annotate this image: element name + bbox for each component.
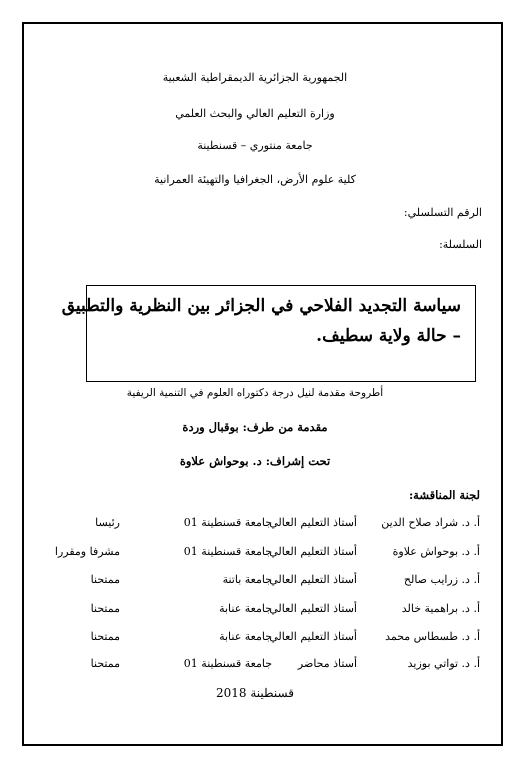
member-name: أ. د. براهمية خالد [401,602,480,615]
presented-by: مقدمة من طرف: بوقبال وردة [182,420,328,434]
member-name: أ. د. بوحواش علاوة [392,545,480,558]
member-name: أ. د. زرايب صالح [403,573,480,586]
member-name: أ. د. طسطاس محمد [385,630,480,643]
member-role: ممتحنا [90,573,120,586]
series-label: السلسلة: [439,238,482,251]
committee-title: لجنة المناقشة: [408,488,480,502]
ministry-heading: وزارة التعليم العالي والبحث العلمي [175,107,335,120]
member-role: ممتحنا [90,630,120,643]
committee-row [0,573,510,593]
member-rank: أستاذ التعليم العالي [269,573,357,586]
committee-row [0,545,510,565]
member-name: أ. د. شراد صلاح الدين [381,516,480,529]
member-rank: أستاذ محاضر [297,657,357,670]
thesis-title-box [61,285,476,382]
member-rank: أستاذ التعليم العالي [269,516,357,529]
member-university: جامعة عنابة [219,602,272,615]
member-university: جامعة باتنة [222,573,272,586]
faculty-heading: كلية علوم الأرض، الجغرافيا والتهيئة العمرانية [154,173,356,186]
committee-row [0,602,510,622]
committee-row [0,630,510,650]
member-name: أ. د. تواتي بوزيد [407,657,480,670]
member-role: مشرفا ومقررا [54,545,120,558]
member-university: جامعة قسنطينة 01 [183,516,272,529]
member-university: جامعة عنابة [219,630,272,643]
member-role: ممتحنا [90,602,120,615]
place-and-year: قسنطينة 2018 [216,686,294,700]
thesis-title-line-1: سياسة التجديد الفلاحي في الجزائر بين النظرية والتطبيق [61,296,461,316]
member-university: جامعة قسنطينة 01 [183,545,272,558]
member-role: رئيسا [95,516,120,529]
university-heading: جامعة منتوري – قسنطينة [197,139,313,152]
member-university: جامعة قسنطينة 01 [183,657,272,670]
serial-number-label: الرقم التسلسلي: [403,206,482,219]
member-role: ممتحنا [90,657,120,670]
member-rank: أستاذ التعليم العالي [269,630,357,643]
supervised-by: تحت إشراف: د. بوحواش علاوة [179,454,331,468]
committee-row [0,516,510,536]
member-rank: أستاذ التعليم العالي [269,545,357,558]
committee-row [0,657,510,677]
thesis-title-line-2: – حالة ولاية سطيف. [316,326,461,346]
republic-heading: الجمهورية الجزائرية الديمقراطية الشعبية [162,71,348,84]
thesis-note: أطروحة مقدمة لنيل درجة دكتوراه العلوم في التنمية الريفية [126,387,384,399]
member-rank: أستاذ التعليم العالي [269,602,357,615]
